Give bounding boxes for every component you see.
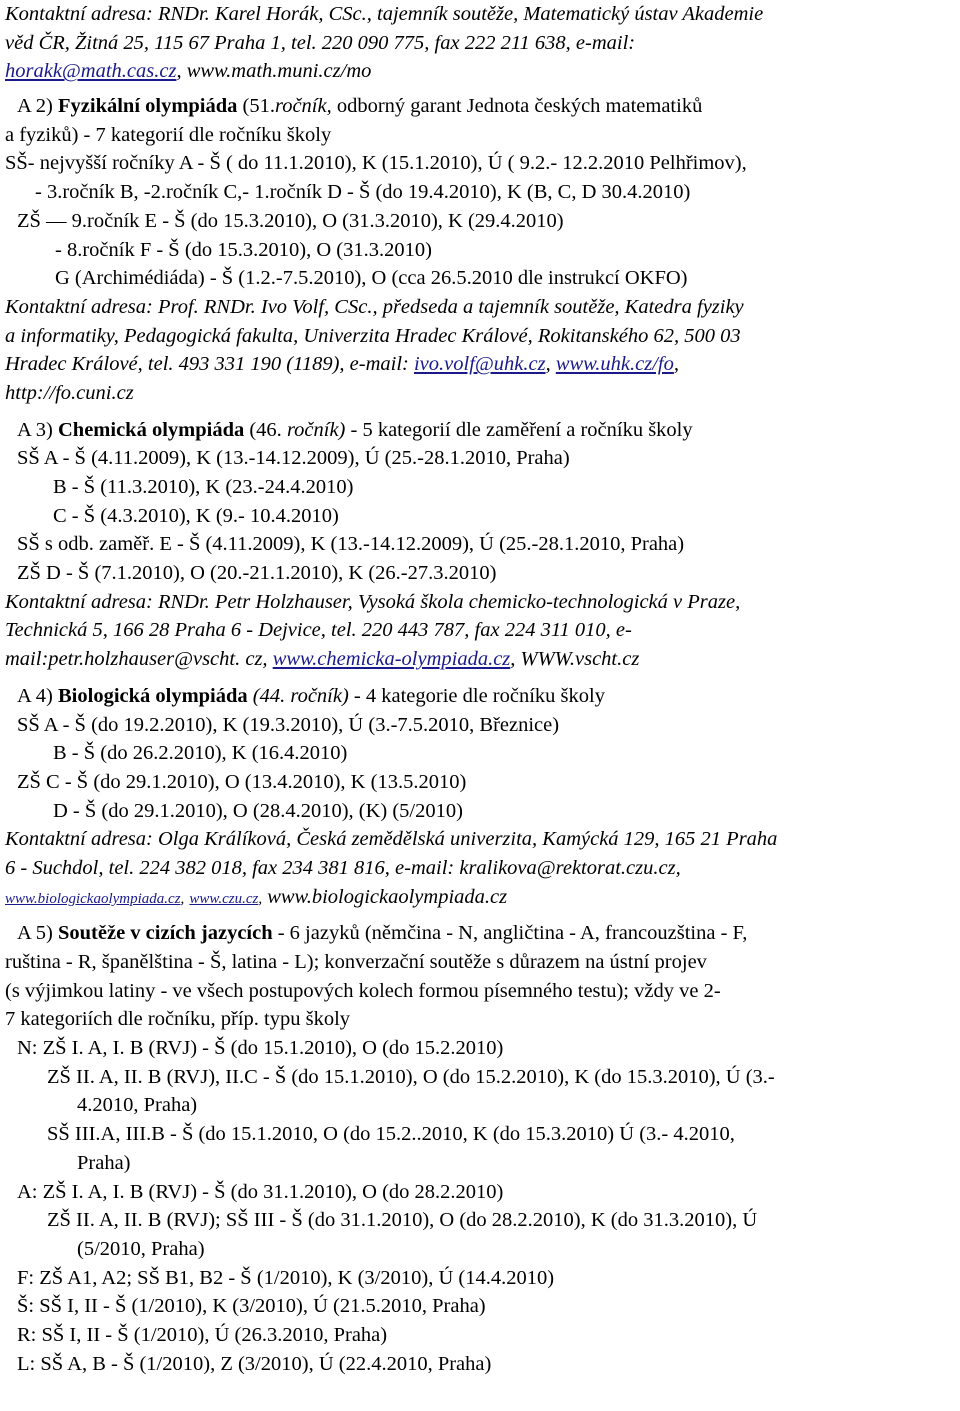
a2-web-link[interactable]: www.uhk.cz/fo (555, 353, 674, 376)
a3-web-text: , WWW.vscht.cz (510, 648, 640, 671)
a3-year-open: (46. (249, 418, 282, 441)
a2-year-word: ročník, (274, 95, 332, 118)
a5-row-4: SŠ III.A, III.B - Š (do 15.1.2010, O (do 15.2..2010, K (do 15.3.2010) Ú (3.- 4.2010, (47, 1123, 735, 1146)
a5-row-8: (5/2010, Praha) (77, 1237, 205, 1260)
a4-year-open: (44. (252, 684, 286, 707)
a5-row-5: Praha) (77, 1151, 131, 1174)
a3-row-5: ZŠ D - Š (7.1.2010), O (20.-21.1.2010), K (26.-27.3.2010) (17, 562, 497, 585)
a4-contact-line-2: 6 - Suchdol, tel. 224 382 018, fax 234 381 816, e-mail: kralikova@rektorat.czu.cz, (5, 856, 681, 879)
a2-subtitle-line-2: a fyziků) - 7 kategorií dle ročníku školy (5, 123, 332, 146)
a5-number: A 5) (17, 922, 53, 945)
a4-contact-line-3: www.biologickaolympiada.cz, www.czu.cz, www.biologickaolympiada.cz (5, 885, 508, 908)
document-page (5, 0, 955, 1378)
a5-row-12: L: SŠ A, B - Š (1/2010), Z (3/2010), Ú (22.4.2010, Praha) (17, 1352, 492, 1375)
mo-contact-line-3 (5, 57, 955, 86)
a4-contact-line-1: Kontaktní adresa: Olga Králíková, Česká zemědělská univerzita, Kamýcká 129, 165 21 Praha (5, 828, 778, 851)
a3-heading (5, 416, 955, 445)
mo-email-link[interactable]: horakk@math.cas.cz (5, 60, 177, 83)
a5-title: Soutěže v cizích jazycích (58, 922, 273, 945)
a3-contact-line-3 (5, 645, 955, 674)
a3-subtitle: - 5 kategorií dle zaměření a ročníku školy (350, 418, 693, 441)
a5-intro-1: - 6 jazyků (němčina - N, angličtina - A, francouzština - F, (277, 922, 748, 945)
a5-row-2: ZŠ II. A, II. B (RVJ), II.C - Š (do 15.1.2010), O (do 15.2.2010), K (do 15.3.2010), Ú (3.- (47, 1065, 775, 1088)
a2-row-5: G (Archimédiáda) - Š (1.2.-7.5.2010), O (cca 26.5.2010 dle instrukcí OKFO) (55, 267, 688, 290)
a2-contact-line-4: http://fo.cuni.cz (5, 381, 134, 404)
a4-year-word: ročník) (290, 684, 349, 707)
a3-contact-line-1: Kontaktní adresa: RNDr. Petr Holzhauser, Vysoká škola chemicko-technologická v Praze, (5, 590, 741, 613)
a5-intro-2: ruština - R, španělština - Š, latina - L); konverzační soutěže s důrazem na ústní projev (5, 951, 707, 973)
a4-row-4: D - Š (do 29.1.2010), O (28.4.2010), (K) (5/2010) (53, 799, 463, 822)
a3-contact-line-2: Technická 5, 166 28 Praha 6 - Dejvice, tel. 220 443 787, fax 224 311 010, e- (5, 619, 632, 642)
a5-intro-4: 7 kategoriích dle ročníku, příp. typu školy (5, 1008, 351, 1031)
a2-year-open: (51. (242, 95, 275, 118)
a4-web-link-2[interactable]: www.czu.cz (189, 890, 259, 907)
a5-row-10: Š: SŠ I, II - Š (1/2010), K (3/2010), Ú (21.5.2010, Praha) (17, 1295, 486, 1318)
a2-row-1: SŠ- nejvyšší ročníky A - Š ( do 11.1.2010), K (15.1.2010), Ú ( 9.2.- 12.2.2010 Pelhřimov), (5, 152, 747, 175)
a4-heading (5, 682, 955, 711)
a4-number: A 4) (17, 684, 53, 707)
a4-web-link-1[interactable]: www.biologickaolympiada.cz (5, 890, 181, 907)
a3-email-text: mail:petr.holzhauser@vscht. cz, (5, 648, 268, 671)
a3-row-3: C - Š (4.3.2010), K (9.- 10.4.2010) (53, 504, 339, 527)
a5-row-9: F: ZŠ A1, A2; SŠ B1, B2 - Š (1/2010), K (3/2010), Ú (14.4.2010) (17, 1266, 555, 1289)
a3-title: Chemická olympiáda (58, 418, 245, 441)
a4-row-1: SŠ A - Š (do 19.2.2010), K (19.3.2010), Ú (3.-7.5.2010, Březnice) (17, 713, 560, 736)
a2-number: A 2) (17, 95, 53, 118)
a2-row-4: - 8.ročník F - Š (do 15.3.2010), O (31.3.2010) (55, 238, 432, 261)
a5-row-1: N: ZŠ I. A, I. B (RVJ) - Š (do 15.1.2010), O (do 15.2.2010) (17, 1037, 504, 1060)
a5-row-7: ZŠ II. A, II. B (RVJ); SŠ III - Š (do 31.1.2010), O (do 28.2.2010), K (do 31.3.2010), Ú (47, 1209, 758, 1232)
mo-contact-line-1: Kontaktní adresa: RNDr. Karel Horák, CSc., tajemník soutěže, Matematický ústav Akademie (5, 3, 764, 25)
a5-row-11: R: SŠ I, II - Š (1/2010), Ú (26.3.2010, Praha) (17, 1323, 388, 1346)
a4-web-text: www.biologickaolympiada.cz (267, 885, 508, 908)
a4-title: Biologická olympiáda (58, 684, 248, 707)
a2-contact-line-1: Kontaktní adresa: Prof. RNDr. Ivo Volf, CSc., předseda a tajemník soutěže, Katedra fyziky (5, 295, 744, 318)
a4-subtitle: - 4 kategorie dle ročníku školy (353, 684, 605, 707)
a3-web-link[interactable]: www.chemicka-olympiada.cz (272, 648, 511, 671)
a2-email-link[interactable]: ivo.volf@uhk.cz (413, 353, 546, 376)
a2-contact-line-2: a informatiky, Pedagogická fakulta, Univerzita Hradec Králové, Rokitanského 62, 500 03 (5, 324, 741, 347)
mo-web-text: , www.math.muni.cz/mo (176, 60, 372, 83)
a5-row-3: 4.2010, Praha) (77, 1094, 198, 1117)
a2-subtitle: odborný garant Jednota českých matematiků (336, 95, 703, 118)
a2-title: Fyzikální olympiáda (58, 95, 238, 118)
a5-row-6: A: ZŠ I. A, I. B (RVJ) - Š (do 31.1.2010), O (do 28.2.2010) (17, 1180, 504, 1203)
a3-row-2: B - Š (11.3.2010), K (23.-24.4.2010) (53, 476, 354, 498)
a2-row-2: - 3.ročník B, -2.ročník C,- 1.ročník D - Š (do 19.4.2010), K (B, C, D 30.4.2010) (35, 181, 691, 204)
a3-number: A 3) (17, 418, 53, 441)
a2-contact-phone: Hradec Králové, tel. 493 331 190 (1189), e-mail: (5, 353, 409, 376)
a4-row-3: ZŠ C - Š (do 29.1.2010), O (13.4.2010), K (13.5.2010) (17, 770, 467, 793)
a5-intro-3: (s výjimkou latiny - ve všech postupových kolech formou písemného testu); vždy ve 2- (5, 979, 721, 1002)
a5-heading (5, 919, 955, 948)
a3-row-4: SŠ s odb. zaměř. E - Š (4.11.2009), K (13.-14.12.2009), Ú (25.-28.1.2010, Praha) (17, 533, 685, 556)
a3-row-1: SŠ A - Š (4.11.2009), K (13.-14.12.2009), Ú (25.-28.1.2010, Praha) (17, 447, 570, 470)
mo-contact-line-2: věd ČR, Žitná 25, 115 67 Praha 1, tel. 220 090 775, fax 222 211 638, e-mail: (5, 31, 636, 54)
a3-year-word: ročník) (286, 418, 346, 441)
a4-row-2: B - Š (do 26.2.2010), K (16.4.2010) (53, 742, 348, 765)
a2-contact-line-3: Hradec Králové, tel. 493 331 190 (1189), e-mail: ivo.volf@uhk.cz, www.uhk.cz/fo, (5, 353, 680, 376)
a2-row-3: ZŠ — 9.ročník E - Š (do 15.3.2010), O (31.3.2010), K (29.4.2010) (17, 209, 564, 232)
a2-heading (5, 92, 955, 121)
